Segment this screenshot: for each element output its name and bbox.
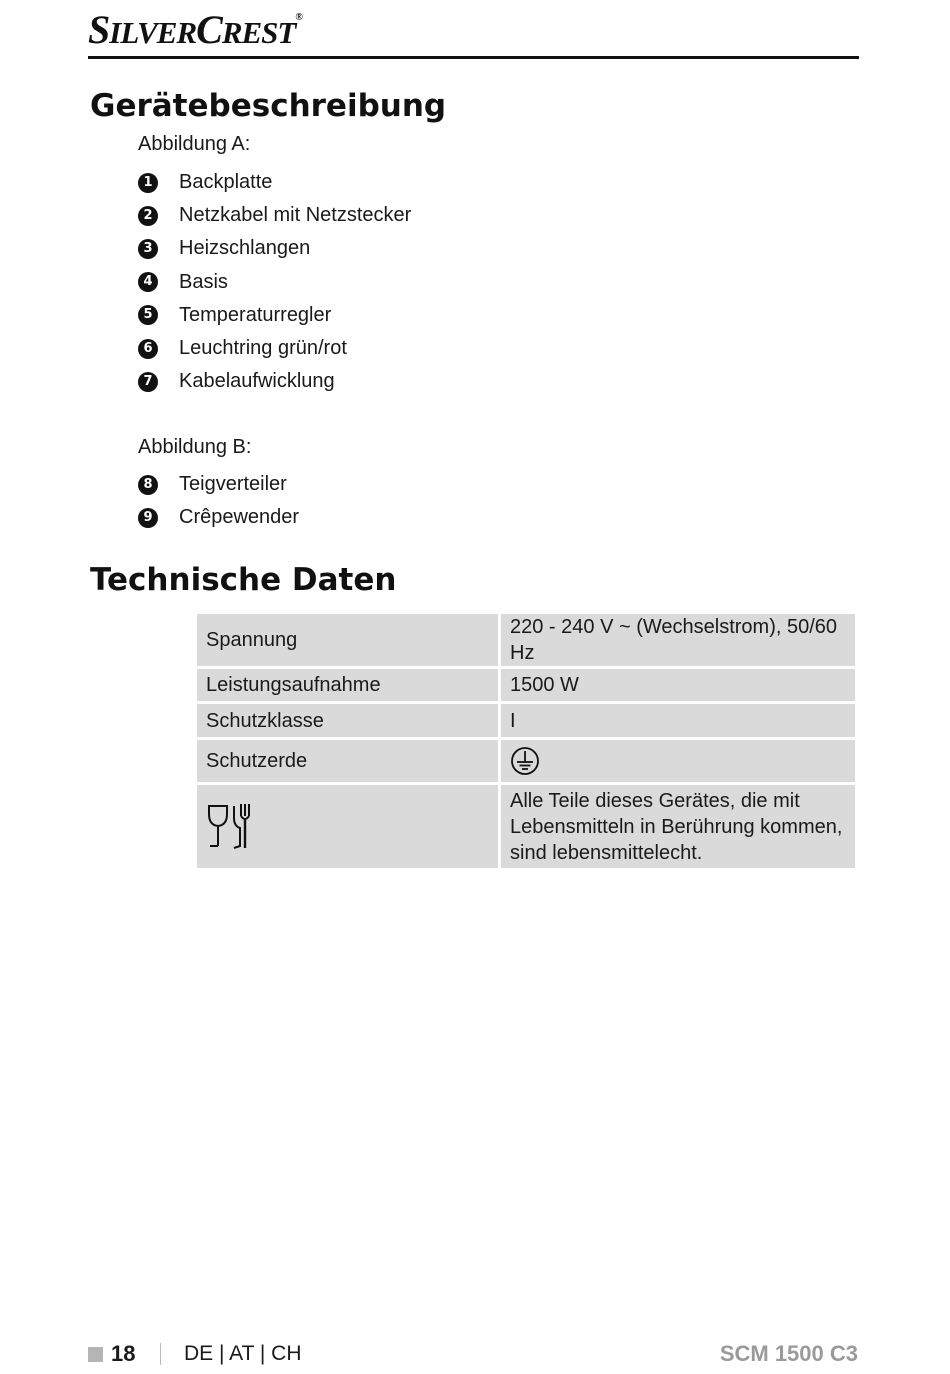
table-row xyxy=(196,668,857,703)
figure-a-list xyxy=(138,166,411,398)
protective-earth-icon xyxy=(510,746,540,776)
number-badge: 9 xyxy=(138,508,158,528)
list-item xyxy=(138,365,411,398)
table-cell-icon xyxy=(500,739,857,784)
figure-b-list xyxy=(138,468,299,534)
list-item xyxy=(138,232,411,265)
table-row xyxy=(196,613,857,668)
food-safe-icon xyxy=(206,802,252,852)
number-badge: 2 xyxy=(138,206,158,226)
number-badge: 8 xyxy=(138,475,158,495)
list-item xyxy=(138,501,299,534)
item-label: Leuchtring grün/rot xyxy=(179,337,347,360)
page-number: 18 xyxy=(111,1341,136,1366)
item-label: Teigverteiler xyxy=(179,473,287,496)
table-cell-value: 1500 W xyxy=(500,668,857,703)
model-number: SCM 1500 C3 xyxy=(719,1341,858,1366)
footer-marker xyxy=(88,1347,103,1362)
item-label: Netzkabel mit Netzstecker xyxy=(179,204,412,227)
list-item xyxy=(138,299,411,332)
table-cell-label: Leistungsaufnahme xyxy=(196,668,500,703)
number-badge: 7 xyxy=(138,372,158,392)
figure-a-label: Abbildung A: xyxy=(138,133,251,155)
number-badge: 1 xyxy=(138,173,158,193)
table-row xyxy=(196,784,857,870)
table-cell-icon xyxy=(196,784,500,870)
table-cell-label: Schutzklasse xyxy=(196,703,500,739)
item-label: Heizschlangen xyxy=(179,237,311,260)
table-row xyxy=(196,739,857,784)
section-title-tech: Technische Daten xyxy=(90,562,397,598)
table-row xyxy=(196,703,857,739)
item-label: Basis xyxy=(179,270,228,293)
table-cell-value: Alle Teile dieses Gerätes, die mit Lebensmitteln in Berührung kommen, sind lebensmittelecht. xyxy=(500,784,857,870)
table-cell-label: Spannung xyxy=(196,613,500,668)
list-item xyxy=(138,266,411,299)
figure-b-label: Abbildung B: xyxy=(138,436,252,458)
item-label: Temperaturregler xyxy=(179,303,332,326)
list-item xyxy=(138,468,299,501)
footer-divider xyxy=(160,1343,161,1365)
number-badge: 4 xyxy=(138,272,158,292)
table-cell-label: Schutzerde xyxy=(196,739,500,784)
header-rule xyxy=(88,56,859,59)
number-badge: 6 xyxy=(138,339,158,359)
number-badge: 5 xyxy=(138,305,158,325)
tech-data-table xyxy=(194,611,858,871)
table-cell-value: I xyxy=(500,703,857,739)
section-title-description: Gerätebeschreibung xyxy=(90,88,447,124)
list-item xyxy=(138,199,411,232)
number-badge: 3 xyxy=(138,239,158,259)
brand-logo: SILVERCREST® xyxy=(88,7,302,52)
item-label: Crêpewender xyxy=(179,506,300,529)
item-label: Kabelaufwicklung xyxy=(179,370,335,393)
list-item xyxy=(138,166,411,199)
table-cell-value: 220 - 240 V ~ (Wechselstrom), 50/60 Hz xyxy=(500,613,857,668)
footer-languages: DE | AT | CH xyxy=(184,1342,302,1365)
list-item xyxy=(138,332,411,365)
item-label: Backplatte xyxy=(179,171,273,194)
